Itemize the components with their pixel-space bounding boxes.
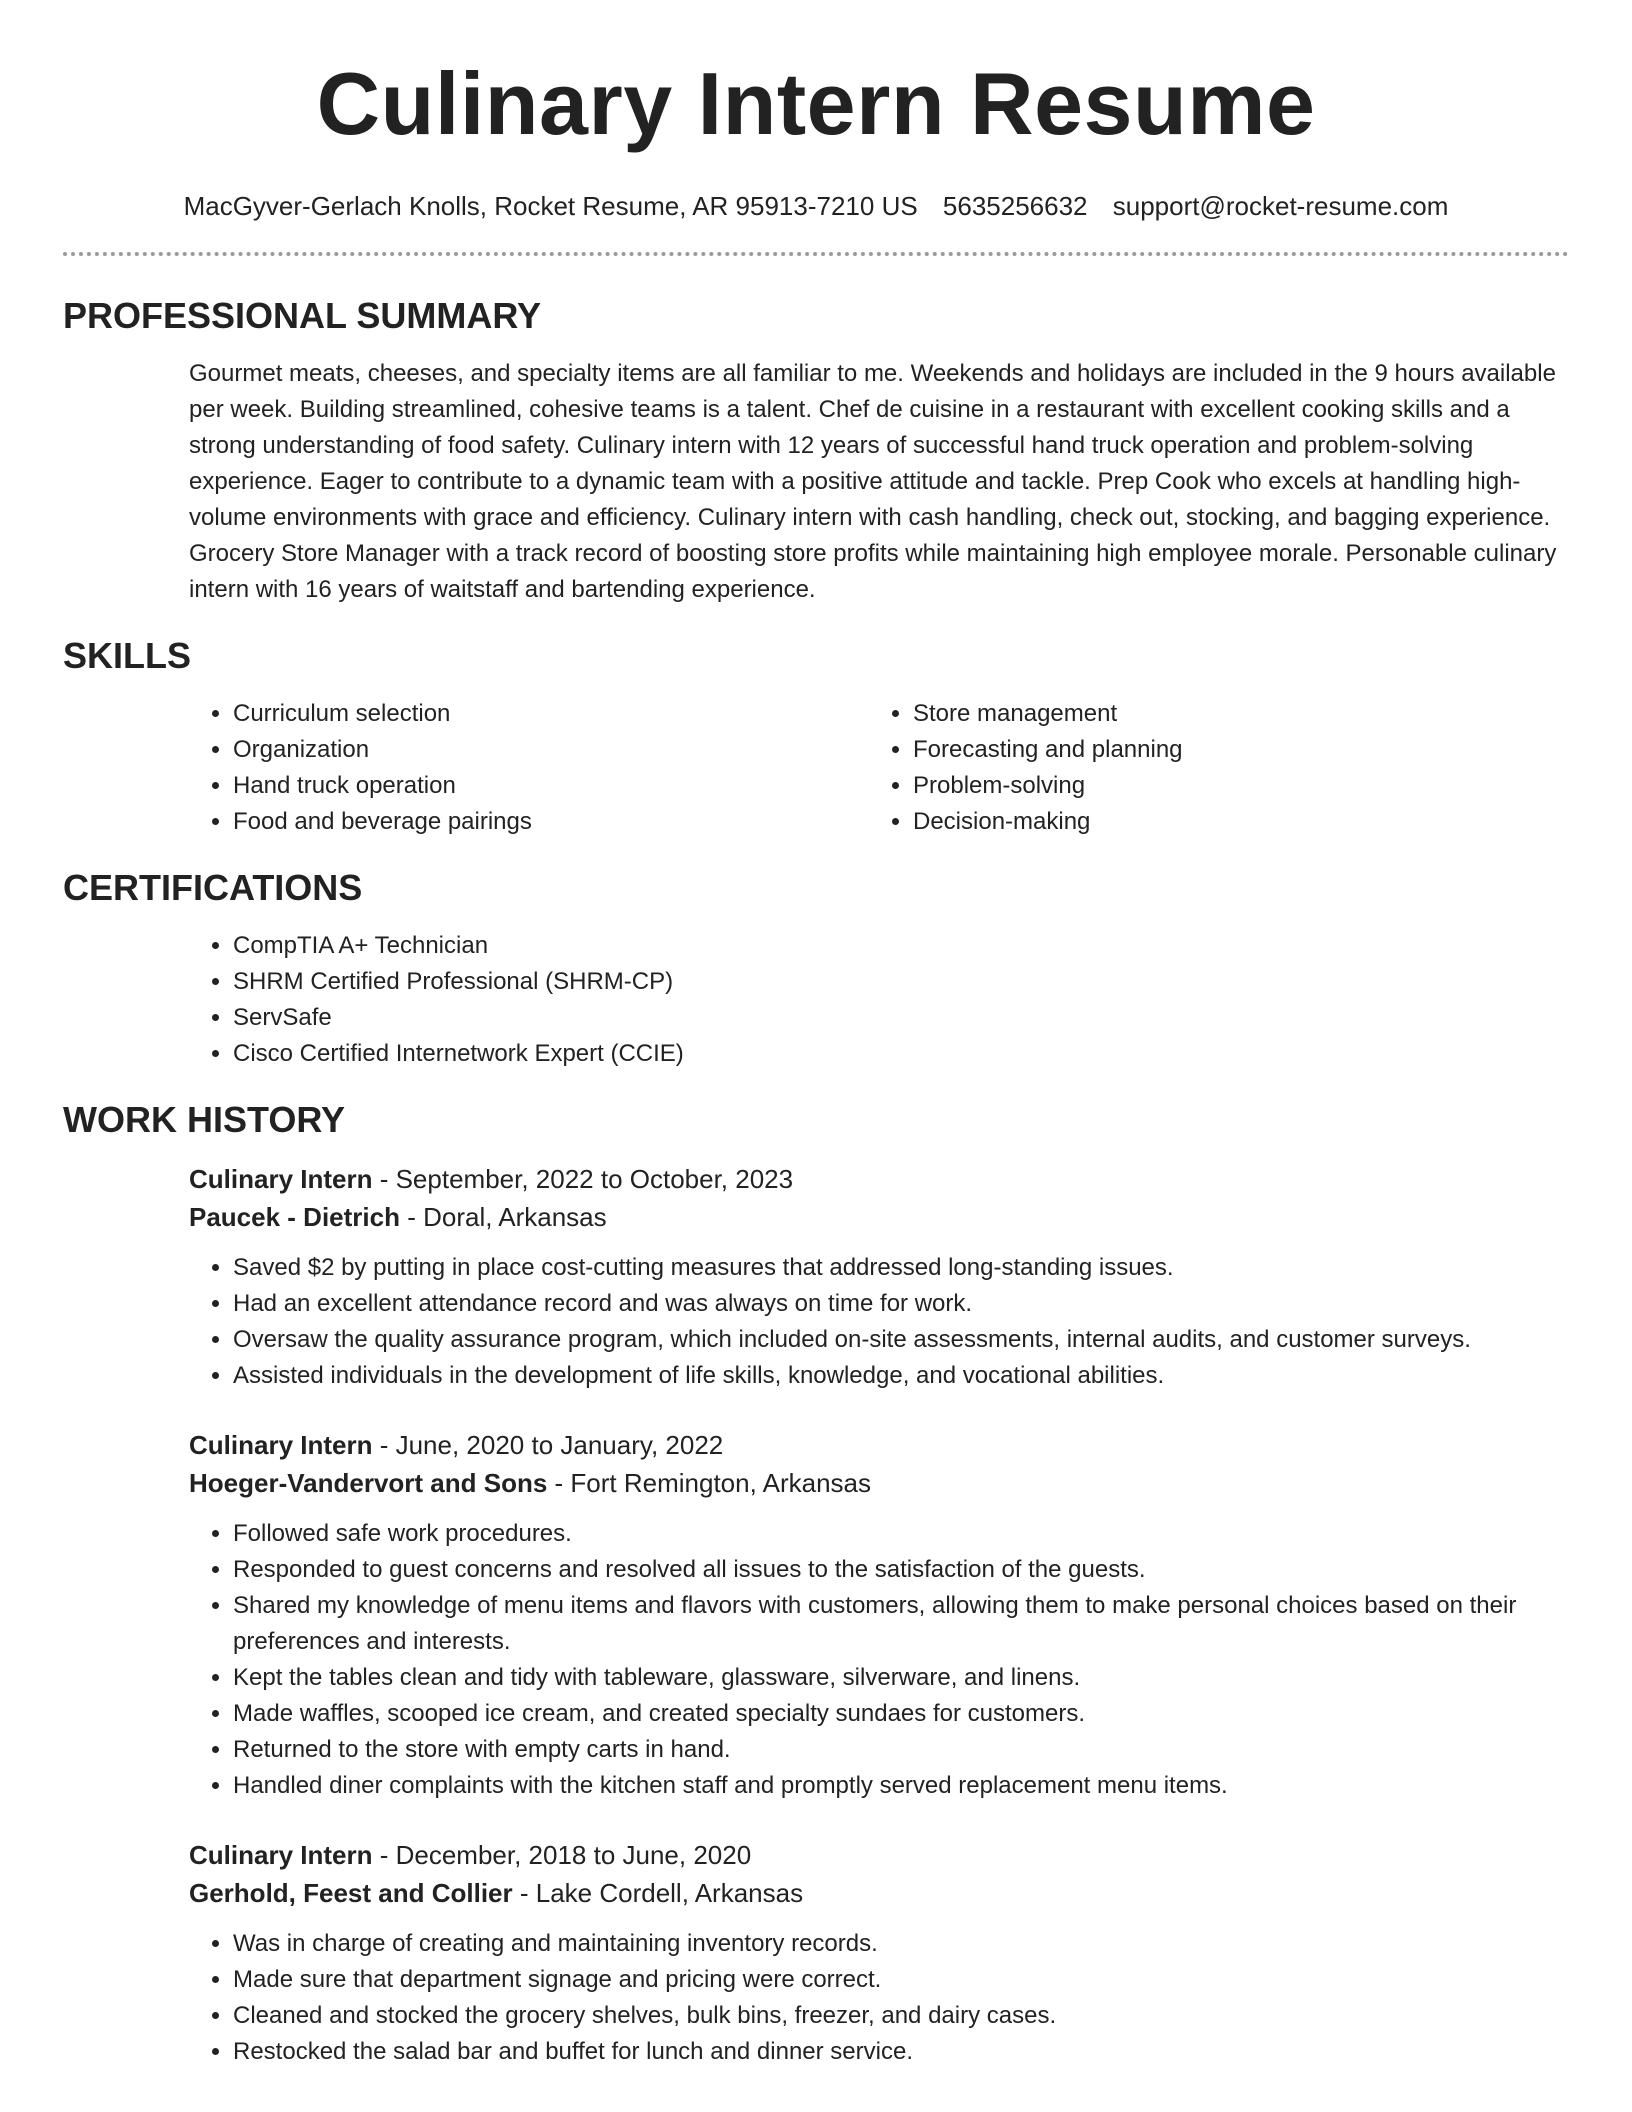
job-dates: - September, 2022 to October, 2023: [372, 1164, 794, 1194]
skill-item: • Hand truck operation: [233, 768, 869, 804]
job-company: Gerhold, Feest and Collier: [189, 1878, 513, 1908]
job-duty: • Had an excellent attendance record and was always on time for work.: [233, 1286, 1569, 1322]
skills-grid: [63, 696, 1569, 840]
job-duty: • Oversaw the quality assurance program, which included on-site assessments, internal audits, and customer surveys.: [233, 1322, 1569, 1358]
contact-info: [63, 188, 1569, 224]
summary-section: [63, 294, 1569, 608]
job-duty: • Followed safe work procedures.: [233, 1516, 1569, 1552]
certifications-body: [63, 928, 1569, 1072]
job-title: Culinary Intern: [189, 1430, 373, 1460]
job-entry: [189, 1426, 1569, 1804]
resume-title: Culinary Intern Resume: [316, 54, 1316, 153]
job-company: Paucek - Dietrich: [189, 1202, 400, 1232]
certification-item: • SHRM Certified Professional (SHRM-CP): [233, 964, 1569, 1000]
work-history-section: [63, 1098, 1569, 2070]
skills-list-right: [869, 696, 1549, 840]
skills-column-right: [869, 696, 1549, 840]
job-company: Hoeger-Vandervort and Sons: [189, 1468, 548, 1498]
job-duty: • Made waffles, scooped ice cream, and created specialty sundaes for customers.: [233, 1696, 1569, 1732]
work-history-body: [63, 1160, 1569, 2070]
job-duty: • Shared my knowledge of menu items and flavors with customers, allowing them to make personal choices based on their preferences and interests.: [233, 1588, 1569, 1660]
job-title-line: [189, 1426, 1569, 1464]
skill-item: • Food and beverage pairings: [233, 804, 869, 840]
skill-item: • Decision-making: [913, 804, 1549, 840]
job-duty: • Kept the tables clean and tidy with tableware, glassware, silverware, and linens.: [233, 1660, 1569, 1696]
job-dates: - December, 2018 to June, 2020: [372, 1840, 752, 1870]
contact-address: MacGyver-Gerlach Knolls, Rocket Resume, AR 95913-7210 US: [183, 191, 918, 221]
job-entry: [189, 1836, 1569, 2070]
job-title-line: [189, 1160, 1569, 1198]
job-duties-list: [189, 1516, 1569, 1804]
skill-item: • Problem-solving: [913, 768, 1549, 804]
job-title-line: [189, 1836, 1569, 1874]
certification-item: • CompTIA A+ Technician: [233, 928, 1569, 964]
certifications-section: [63, 866, 1569, 1072]
summary-heading: PROFESSIONAL SUMMARY: [63, 295, 542, 336]
job-location: - Lake Cordell, Arkansas: [512, 1878, 804, 1908]
header-divider: [63, 252, 1569, 256]
work-history-heading: WORK HISTORY: [63, 1099, 346, 1140]
job-duty: • Was in charge of creating and maintaining inventory records.: [233, 1926, 1569, 1962]
certification-item: • Cisco Certified Internetwork Expert (CCIE): [233, 1036, 1569, 1072]
job-duty: • Saved $2 by putting in place cost-cutting measures that addressed long-standing issues.: [233, 1250, 1569, 1286]
job-duty: • Assisted individuals in the development of life skills, knowledge, and vocational abilities.: [233, 1358, 1569, 1394]
contact-email: support@rocket-resume.com: [1112, 191, 1449, 221]
skill-item: • Forecasting and planning: [913, 732, 1549, 768]
job-location: - Doral, Arkansas: [399, 1202, 607, 1232]
job-duty: • Made sure that department signage and pricing were correct.: [233, 1962, 1569, 1998]
skills-section: [63, 634, 1569, 840]
skill-item: • Curriculum selection: [233, 696, 869, 732]
job-duty: • Responded to guest concerns and resolved all issues to the satisfaction of the guests.: [233, 1552, 1569, 1588]
job-duties-list: [189, 1926, 1569, 2070]
skill-item: • Organization: [233, 732, 869, 768]
job-duty: • Cleaned and stocked the grocery shelves, bulk bins, freezer, and dairy cases.: [233, 1998, 1569, 2034]
skills-list-left: [189, 696, 869, 840]
job-duty: • Returned to the store with empty carts in hand.: [233, 1732, 1569, 1768]
job-title: Culinary Intern: [189, 1840, 373, 1870]
certifications-list: [189, 928, 1569, 1072]
job-location: - Fort Remington, Arkansas: [547, 1468, 871, 1498]
job-dates: - June, 2020 to January, 2022: [372, 1430, 724, 1460]
contact-phone: 5635256632: [942, 191, 1088, 221]
job-duty: • Handled diner complaints with the kitchen staff and promptly served replacement menu items.: [233, 1768, 1569, 1804]
job-duties-list: [189, 1250, 1569, 1394]
job-company-line: [189, 1874, 1569, 1912]
skills-column-left: [189, 696, 869, 840]
summary-text: Gourmet meats, cheeses, and specialty items are all familiar to me. Weekends and holidays are included in the 9 hours available per week. Building streamlined, cohesive teams is a talent. Chef de cuisine in a restaurant with excellent cooking skills and a strong understanding of food safety. Culinary intern with 12 years of successful hand truck operation and problem-solving experience. Eager to contribute to a dynamic team with a positive attitude and tackle. Prep Cook who excels at handling high-volume environments with grace and efficiency. Culinary intern with cash handling, check out, stocking, and bagging experience. Grocery Store Manager with a track record of boosting store profits while maintaining high employee morale. Personable culinary intern with 16 years of waitstaff and bartending experience.: [189, 360, 1557, 603]
job-entry: [189, 1160, 1569, 1394]
summary-body: [63, 356, 1569, 608]
job-title: Culinary Intern: [189, 1164, 373, 1194]
certifications-heading: CERTIFICATIONS: [63, 867, 363, 908]
certification-item: • ServSafe: [233, 1000, 1569, 1036]
job-company-line: [189, 1464, 1569, 1502]
skill-item: • Store management: [913, 696, 1549, 732]
skills-heading: SKILLS: [63, 635, 192, 676]
job-company-line: [189, 1198, 1569, 1236]
job-duty: • Restocked the salad bar and buffet for lunch and dinner service.: [233, 2034, 1569, 2070]
